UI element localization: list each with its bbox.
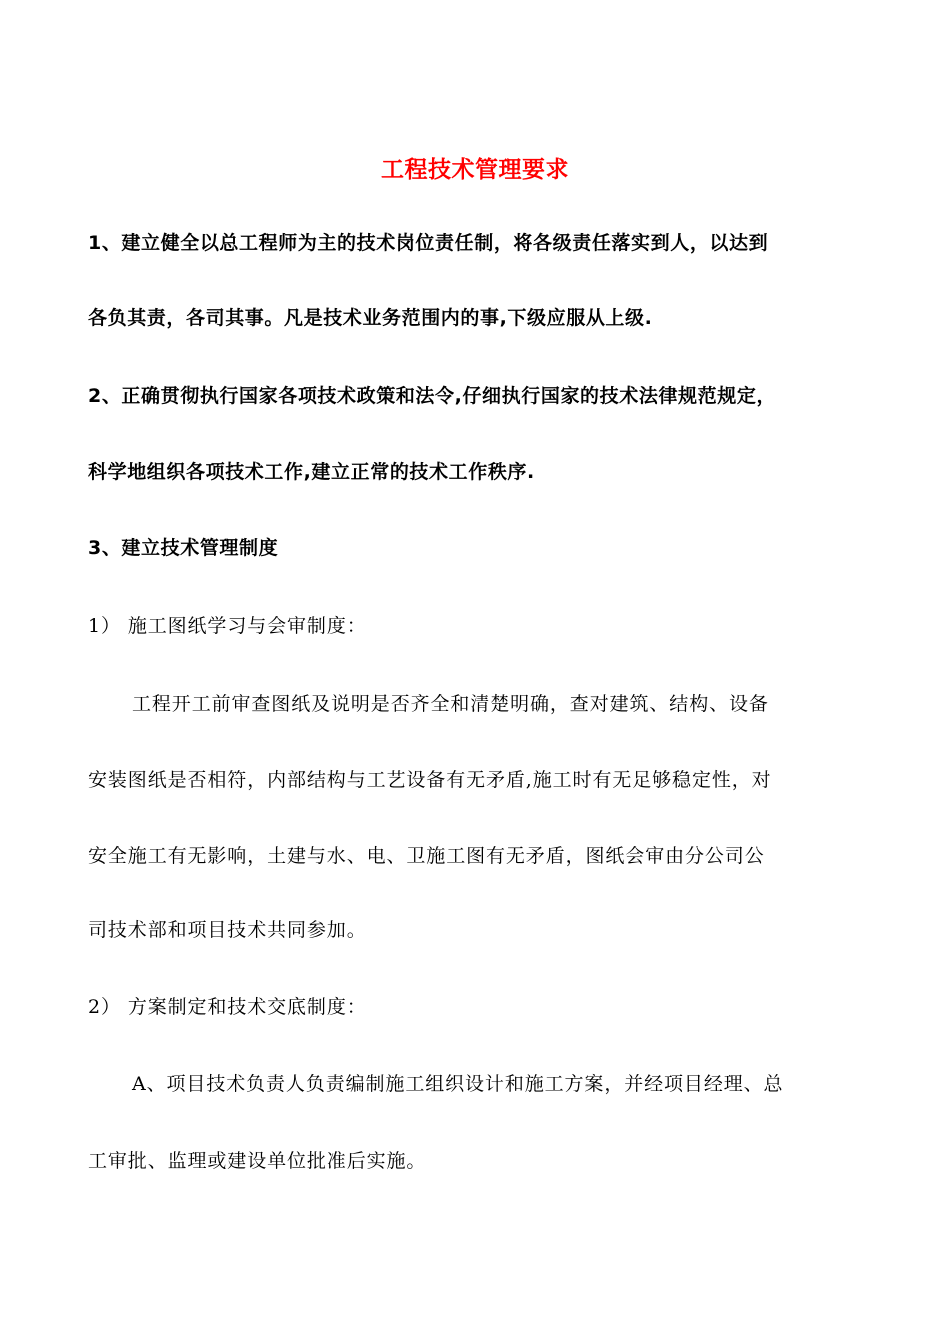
item-1-body-line-1: 工程开工前审查图纸及说明是否齐全和清楚明确，查对建筑、结构、设备 <box>132 693 769 715</box>
section-3-heading: 3、建立技术管理制度 <box>88 537 279 559</box>
item-1-body-line-2: 安装图纸是否相符，内部结构与工艺设备有无矛盾,施工时有无足够稳定性，对 <box>88 769 772 791</box>
item-1-body-line-4: 司技术部和项目技术共同参加。 <box>88 919 367 941</box>
item-1-heading: 1） 施工图纸学习与会审制度： <box>88 615 367 637</box>
document-title: 工程技术管理要求 <box>381 157 569 183</box>
paragraph-1-line-1: 1、建立健全以总工程师为主的技术岗位责任制，将各级责任落实到人，以达到 <box>88 232 769 254</box>
item-1-body-line-3: 安全施工有无影响，土建与水、电、卫施工图有无矛盾，图纸会审由分公司公 <box>88 845 765 867</box>
item-2-body-line-2: 工审批、监理或建设单位批准后实施。 <box>88 1150 427 1172</box>
paragraph-1-line-2: 各负其责，各司其事。凡是技术业务范围内的事,下级应服从上级. <box>88 307 653 329</box>
item-2-body-line-1: A、项目技术负责人负责编制施工组织设计和施工方案，并经项目经理、总 <box>132 1073 784 1095</box>
item-2-heading: 2） 方案制定和技术交底制度： <box>88 996 367 1018</box>
paragraph-2-line-1: 2、正确贯彻执行国家各项技术政策和法令,仔细执行国家的技术法律规范规定， <box>88 385 777 407</box>
paragraph-2-line-2: 科学地组织各项技术工作,建立正常的技术工作秩序. <box>88 461 535 483</box>
